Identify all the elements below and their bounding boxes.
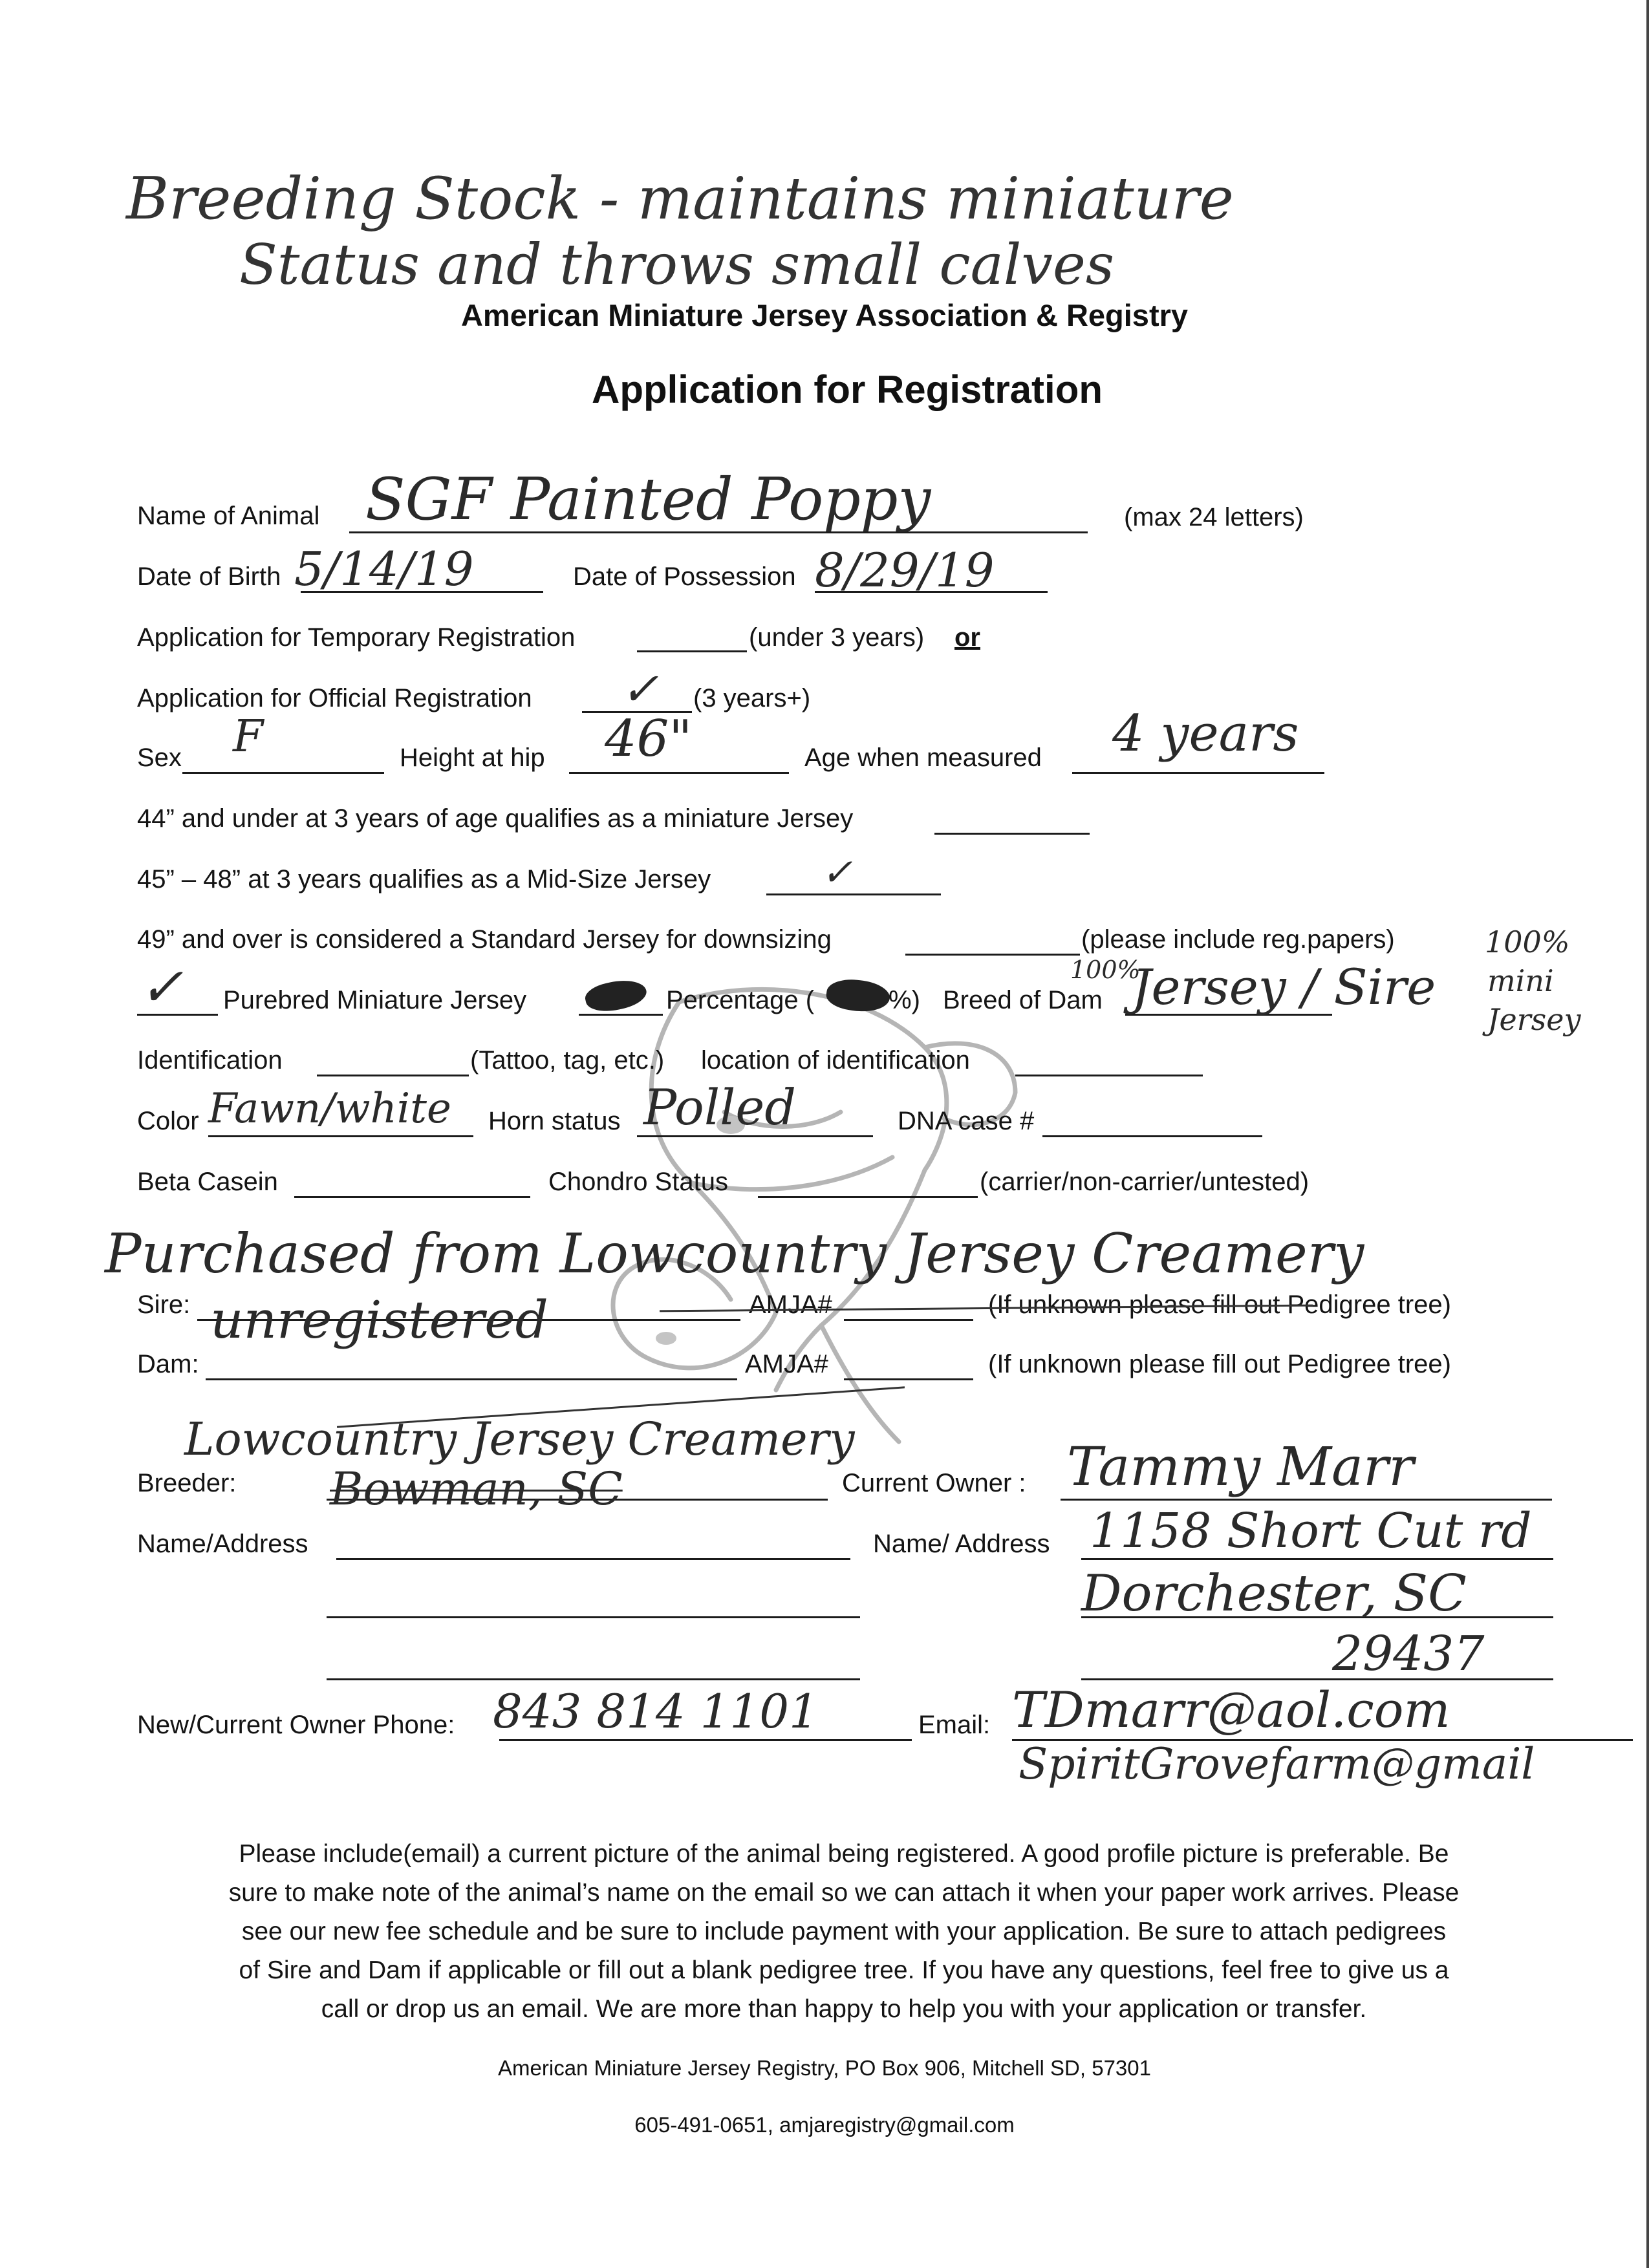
age-when-measured-label: Age when measured [804,744,1042,772]
chondro-status-suffix: (carrier/non-carrier/untested) [980,1168,1310,1196]
midsize-rule-label: 45” – 48” at 3 years qualifies as a Mid-Size Jersey [137,865,711,893]
current-owner-line [1061,1499,1552,1501]
sex-line [182,772,384,774]
standard-rule-suffix: (please include reg.papers) [1081,925,1395,954]
beta-casein-line [294,1196,530,1198]
breeder-address-line3 [327,1678,860,1680]
instructions-line-3: see our new fee schedule and be sure to include payment with your application. Be sure to attach pedigrees [241,1918,1447,1945]
instructions-line-2: sure to make note of the animal’s name on the email so we can attach it when your paper work arrives. Please [228,1879,1460,1907]
dna-case-line [1042,1135,1262,1137]
miniature-rule-label: 44” and under at 3 years of age qualifies as a miniature Jersey [137,804,854,833]
official-registration-suffix: (3 years+) [693,684,811,712]
email-value-2[interactable]: SpiritGrovefarm@gmail [1018,1739,1535,1789]
percentage-label-open: Percentage ( [666,986,815,1014]
breeder-address-line2 [327,1616,860,1618]
owner-address-line1[interactable]: 1158 Short Cut rd [1090,1503,1532,1559]
sire-amja-label: AMJA# [749,1290,832,1319]
official-registration-label: Application for Official Registration [137,684,532,712]
purchase-note: Purchased from Lowcountry Jersey Creamery [105,1222,1364,1285]
location-of-identification-line [1015,1075,1203,1076]
name-of-animal-label: Name of Animal [137,502,320,530]
horn-status-value[interactable]: Polled [643,1078,797,1136]
temporary-or: or [954,623,980,652]
date-of-birth-value[interactable]: 5/14/19 [294,542,474,596]
color-value[interactable]: Fawn/white [208,1085,451,1133]
standard-rule-label: 49” and over is considered a Standard Jersey for downsizing [137,925,832,954]
side-note-jersey: Jersey [1487,1002,1581,1037]
beta-casein-label: Beta Casein [137,1168,278,1196]
scan-edge [1646,0,1649,2268]
handwritten-header-line2: Status and throws small calves [239,233,1114,297]
breed-of-dam-value[interactable]: Jersey / Sire [1132,958,1436,1016]
breeder-address-line1 [336,1558,850,1560]
temporary-registration-suffix: (under 3 years) [749,623,925,652]
color-line [208,1135,473,1137]
sire-label: Sire: [137,1290,191,1319]
chondro-status-line [758,1196,978,1198]
phone-line [499,1739,912,1741]
identification-label: Identification [137,1046,283,1075]
identification-line [317,1075,469,1076]
sex-label: Sex [137,744,182,772]
dna-case-label: DNA case # [898,1107,1035,1135]
standard-rule-line [905,954,1080,956]
owner-address-line2[interactable]: Dorchester, SC [1081,1565,1467,1623]
side-note-100: 100% [1485,925,1570,959]
instructions-line-4: of Sire and Dam if applicable or fill out a blank pedigree tree. If you have any questions, feel free to give us a [239,1956,1449,1984]
dam-line [206,1378,737,1380]
miniature-rule-line [934,833,1090,835]
handwritten-header-line1: Breeding Stock - maintains miniature [126,165,1234,233]
dam-amja-line [844,1378,973,1380]
name-of-animal-note: (max 24 letters) [1124,503,1304,531]
instructions-line-1: Please include(email) a current picture of the animal being registered. A good profile picture is preferable. Be [239,1840,1449,1868]
breeder-name-address-label: Name/Address [137,1530,308,1558]
breeder-line2[interactable]: Bowman, SC [330,1462,623,1515]
sire-note: (If unknown please fill out Pedigree tree) [988,1290,1451,1319]
organization-name: American Miniature Jersey Association & Registry [460,298,1189,332]
dam-amja-label: AMJA# [745,1350,828,1378]
percentage-line [579,1014,663,1016]
height-at-hip-value[interactable]: 46" [605,710,693,768]
cow-watermark [563,963,1028,1455]
percentage-label-close: %) [889,986,920,1014]
date-of-possession-value[interactable]: 8/29/19 [815,543,995,597]
age-when-measured-line [1072,772,1324,774]
instructions-line-5: call or drop us an email. We are more than happy to help you with your application or transfer. [321,1995,1367,2023]
horn-status-label: Horn status [488,1107,621,1135]
identification-suffix: (Tattoo, tag, etc.) [470,1046,665,1075]
breeder-line1[interactable]: Lowcountry Jersey Creamery [184,1413,855,1466]
purebred-label: Purebred Miniature Jersey [223,986,527,1014]
sire-value[interactable]: unregistered [210,1290,548,1350]
current-owner-label: Current Owner : [842,1469,1026,1497]
phone-value[interactable]: 843 814 1101 [493,1684,819,1738]
name-of-animal-value[interactable]: SGF Painted Poppy [365,465,931,533]
email-label: Email: [918,1711,991,1739]
chondro-status-label: Chondro Status [548,1168,728,1196]
phone-label: New/Current Owner Phone: [137,1711,455,1739]
email-value-1[interactable]: TDmarr@aol.com [1012,1681,1450,1738]
height-at-hip-line [569,772,789,774]
side-note-mini: mini [1487,963,1554,998]
midsize-rule-line [766,893,941,895]
breeder-label: Breeder: [137,1469,237,1497]
color-label: Color [137,1107,199,1135]
date-of-birth-label: Date of Birth [137,562,281,591]
temporary-registration-label: Application for Temporary Registration [137,623,576,652]
owner-name-address-label: Name/ Address [873,1530,1050,1558]
dam-label: Dam: [137,1350,199,1378]
instructions-paragraph [97,1835,1591,2029]
dam-note: (If unknown please fill out Pedigree tree) [988,1350,1451,1378]
purebred-check[interactable]: ✓ [139,957,184,1018]
height-at-hip-label: Height at hip [400,744,545,772]
owner-address-line3[interactable]: 29437 [1332,1626,1485,1682]
breed-of-dam-note-100: 100% [1070,956,1141,984]
midsize-rule-check[interactable]: ✓ [821,850,853,894]
current-owner-name[interactable]: Tammy Marr [1067,1437,1414,1498]
purebred-line [137,1014,218,1016]
footer-contact: 605-491-0651, amjaregistry@gmail.com [634,2113,1015,2137]
location-of-identification-label: location of identification [701,1046,970,1075]
official-registration-check[interactable]: ✓ [621,663,659,716]
date-of-possession-label: Date of Possession [573,562,796,591]
age-when-measured-value[interactable]: 4 years [1112,705,1299,763]
sire-amja-line [844,1319,973,1321]
footer-address: American Miniature Jersey Registry, PO Box 906, Mitchell SD, 57301 [498,2056,1151,2080]
temporary-registration-line [637,650,747,652]
sex-value[interactable]: F [233,711,264,762]
form-title: Application for Registration [591,368,1103,411]
breed-of-dam-label: Breed of Dam [943,986,1103,1014]
